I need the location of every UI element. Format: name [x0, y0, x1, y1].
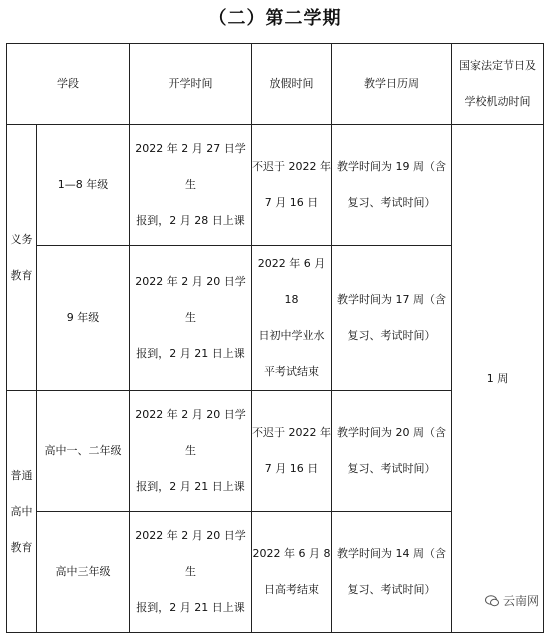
header-vacation-date: 放假时间 [252, 44, 332, 125]
teaching-weeks-cell: 教学时间为 20 周（含 复习、考试时间） [332, 391, 452, 512]
page-title: （二）第二学期 [208, 8, 342, 29]
vacation-date-cell: 2022 年 6 月 18 日初中学业水 平考试结束 [252, 246, 332, 391]
start-date-cell: 2022 年 2 月 20 日学生 报到，2 月 21 日上课 [130, 391, 252, 512]
grade-cell: 1—8 年级 [37, 125, 130, 246]
header-holidays: 国家法定节日及 学校机动时间 [452, 44, 544, 125]
grade-cell: 9 年级 [37, 246, 130, 391]
vacation-date-cell: 不迟于 2022 年 7 月 16 日 [252, 125, 332, 246]
group-high-school-education: 普通 高中 教育 [7, 391, 37, 633]
table-row [7, 125, 544, 246]
watermark-text: 云南网 [502, 594, 539, 608]
start-date-cell: 2022 年 2 月 20 日学生 报到，2 月 21 日上课 [130, 246, 252, 391]
teaching-weeks-cell: 教学时间为 17 周（含 复习、考试时间） [332, 246, 452, 391]
teaching-weeks-cell: 教学时间为 19 周（含 复习、考试时间） [332, 125, 452, 246]
chat-bubble-icon [485, 595, 499, 607]
header-row [7, 44, 544, 125]
semester-schedule-table [6, 43, 544, 633]
start-date-cell: 2022 年 2 月 20 日学生 报到，2 月 21 日上课 [130, 512, 252, 633]
vacation-date-cell: 2022 年 6 月 8 日高考结束 [252, 512, 332, 633]
start-date-cell: 2022 年 2 月 27 日学生 报到，2 月 28 日上课 [130, 125, 252, 246]
teaching-weeks-cell: 教学时间为 14 周（含 复习、考试时间） [332, 512, 452, 633]
grade-cell: 高中三年级 [37, 512, 130, 633]
header-stage: 学段 [7, 44, 130, 125]
watermark [482, 591, 542, 610]
group-compulsory-education: 义务 教育 [7, 125, 37, 391]
holiday-cell: 1 周 [452, 125, 544, 633]
header-start-date: 开学时间 [130, 44, 252, 125]
grade-cell: 高中一、二年级 [37, 391, 130, 512]
vacation-date-cell: 不迟于 2022 年 7 月 16 日 [252, 391, 332, 512]
header-teaching-weeks: 教学日历周 [332, 44, 452, 125]
